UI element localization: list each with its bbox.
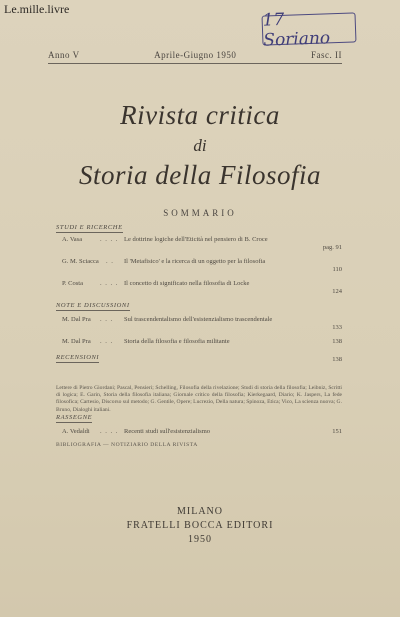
entry-author: P. Costa xyxy=(62,280,83,287)
handwritten-note: 17 Soriano xyxy=(262,12,357,45)
entry-author: G. M. Sciacca xyxy=(62,258,99,265)
entry-author: A. Vasa xyxy=(62,236,83,243)
leader-dots: . . . xyxy=(100,316,114,323)
journal-title-line3: Storia della Filosofia xyxy=(78,160,321,190)
entry-page: 138 xyxy=(332,338,342,345)
entry-page: 124 xyxy=(332,288,342,295)
entry-page: 110 xyxy=(332,266,342,273)
entry-author: M. Dal Pra xyxy=(62,338,91,345)
entry-title: Il 'Metafisico' e la ricerca di un oggetto per la filosofia xyxy=(124,258,266,265)
publisher-name: FRATELLI BOCCA EDITORI xyxy=(126,520,274,531)
entry-page: 151 xyxy=(332,428,342,435)
entry-page: 133 xyxy=(332,324,342,331)
entry-page: 138 xyxy=(332,356,342,363)
section-heading-recensioni: RECENSIONI xyxy=(56,354,100,361)
entry-author: A. Vedaldi xyxy=(62,428,90,435)
site-watermark: Le.mille.livre xyxy=(4,2,70,16)
entry-title: Storia della filosofia e filosofia militante xyxy=(124,338,230,345)
entry-author: M. Dal Pra xyxy=(62,316,91,323)
section-heading-rassegne: RASSEGNE xyxy=(56,414,93,421)
entry-title: Sul trascendentalismo dell'esistenzialismo trascendentale xyxy=(124,316,273,323)
section-heading-note: NOTE E DISCUSSIONI xyxy=(56,302,130,309)
section-heading-studi: STUDI E RICERCHE xyxy=(56,224,123,231)
journal-title-line1: Rivista critica xyxy=(120,100,280,130)
issue-period: Aprile-Giugno 1950 xyxy=(154,50,237,60)
entry-page: pag. 91 xyxy=(322,244,342,251)
leader-dots: . . . . xyxy=(100,236,119,243)
issue-year: Anno V xyxy=(48,50,80,60)
entry-title: Recenti studi sull'esistenzialismo xyxy=(124,428,211,435)
entry-title: Le dottrine logiche dell'Eticità nel pensiero di B. Croce xyxy=(124,236,268,243)
leader-dots: . . xyxy=(106,258,114,265)
issue-fascicle: Fasc. II xyxy=(311,50,342,60)
bibliography-line: BIBLIOGRAFIA — NOTIZIARIO DELLA RIVISTA xyxy=(56,442,198,448)
issue-info xyxy=(48,50,342,60)
journal-title-line2: di xyxy=(193,136,207,155)
entry-title: Il concetto di significato nella filosofia di Locke xyxy=(124,280,250,287)
divider-rule xyxy=(48,63,342,64)
leader-dots: . . . . xyxy=(100,280,119,287)
publisher-year: 1950 xyxy=(188,534,212,545)
leader-dots: . . . . xyxy=(100,428,119,435)
contents-heading: SOMMARIO xyxy=(163,208,237,218)
publisher-city: MILANO xyxy=(177,506,223,517)
leader-dots: . . . xyxy=(100,338,114,345)
reviews-list: Lettere di Pietro Giordani; Pascal, Pensieri; Schelling, Filosofia della rivelazione; Studi di storia della filosofia; Leibniz, Scritti di logica; E. Garin, Storia della filosofia italiana; Giornale critico della filosofia; Kierkegaard, Diario; K. Jaspers, La fede filosofica; Cartesio, Discorso sul metodo; G. Gentile, Opere; Lucrezio, Della natura; Spinoza, Etica; Vico, La scienza nuova; G. Bruno, Dialoghi italiani. xyxy=(56,385,342,413)
